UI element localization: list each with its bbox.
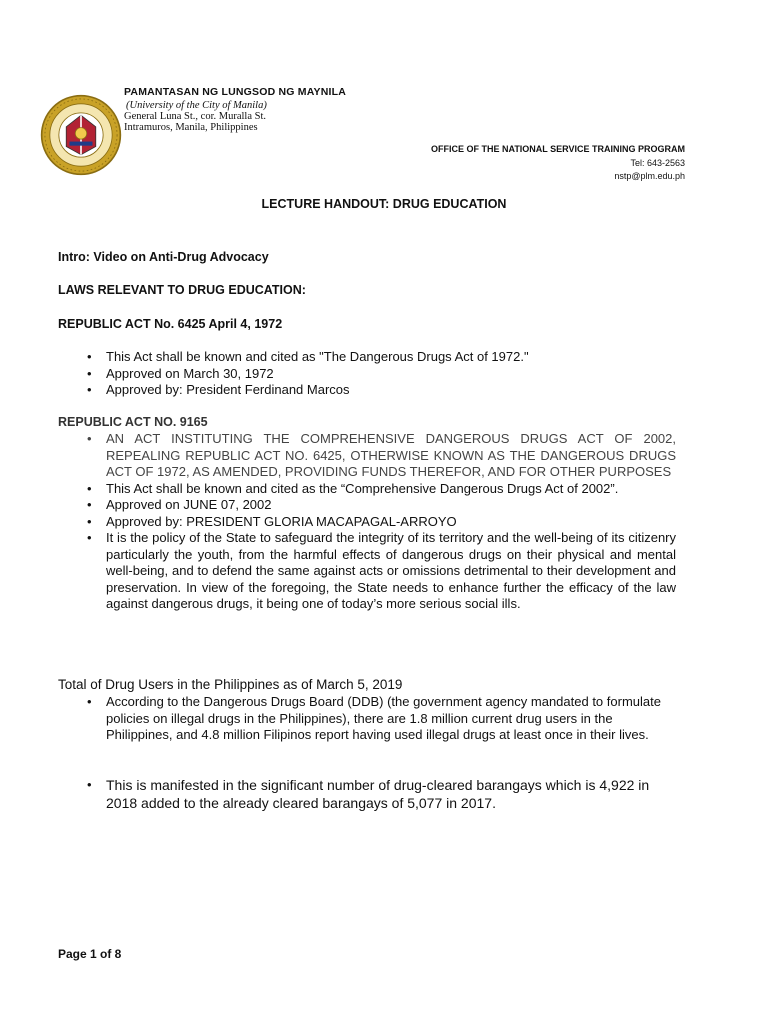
university-name: PAMANTASAN NG LUNGSOD NG MAYNILA	[124, 86, 347, 98]
list-item: • According to the Dangerous Drugs Board (DDB) (the government agency mandated to formulate policies on illegal drugs in the Philippines), there are 1.8 million current drug users in the Philippines, and 4.8 million Filipinos report having used illegal drugs at least once in their lives.	[86, 694, 666, 744]
contact-info	[614, 157, 685, 183]
university-address	[124, 100, 267, 133]
laws-heading: LAWS RELEVANT TO DRUG EDUCATION:	[58, 283, 306, 297]
address-line-1: General Luna St., cor. Muralla St.	[124, 111, 267, 122]
list-item: • Approved by: President Ferdinand Marcos	[86, 382, 676, 399]
handout-title: LECTURE HANDOUT: DRUG EDUCATION	[261, 197, 507, 211]
ra6425-heading: REPUBLIC ACT No. 6425 April 4, 1972	[58, 317, 283, 331]
barangays-list	[86, 776, 676, 812]
email: nstp@plm.edu.ph	[614, 171, 685, 181]
list-item: • This Act shall be known and cited as "The Dangerous Drugs Act of 1972."	[86, 349, 676, 366]
page-number: Page 1 of 8	[58, 947, 122, 961]
ra9165-heading: REPUBLIC ACT NO. 9165	[58, 415, 208, 429]
drug-users-heading: Total of Drug Users in the Philippines as of March 5, 2019	[58, 677, 403, 692]
address-line-2: Intramuros, Manila, Philippines	[124, 122, 258, 133]
intro-heading: Intro: Video on Anti-Drug Advocacy	[58, 250, 269, 264]
list-item: • This is manifested in the significant number of drug-cleared barangays which is 4,922 in 2018 added to the already cleared barangays of 5,077 in 2017.	[86, 776, 676, 812]
university-seal-icon	[40, 94, 122, 176]
list-item: • Approved on JUNE 07, 2002	[86, 497, 676, 514]
list-item: • It is the policy of the State to safeguard the integrity of its territory and the well-being of its citizenry particularly the youth, from the harmful effects of dangerous drugs on their physical and mental well-being, and to defend the same against acts or omissions detrimental to their development and preservation. In view of the foregoing, the State needs to enhance further the efficacy of the law against dangerous drugs, it being one of today’s more serious social ills.	[86, 530, 676, 613]
telephone: Tel: 643-2563	[630, 158, 685, 168]
ra6425-list	[86, 349, 676, 399]
university-english-name: (University of the City of Manila)	[126, 100, 267, 111]
list-item: • Approved by: PRESIDENT GLORIA MACAPAGAL-ARROYO	[86, 514, 676, 531]
list-item: • This Act shall be known and cited as the “Comprehensive Dangerous Drugs Act of 2002”.	[86, 481, 676, 498]
list-item: • Approved on March 30, 1972	[86, 366, 676, 383]
ra9165-list	[86, 431, 676, 613]
office-name: OFFICE OF THE NATIONAL SERVICE TRAINING PROGRAM	[430, 144, 685, 154]
list-item: • AN ACT INSTITUTING THE COMPREHENSIVE DANGEROUS DRUGS ACT OF 2002, REPEALING REPUBLIC ACT NO. 6425, OTHERWISE KNOWN AS THE DANGEROUS DRUGS ACT OF 1972, AS AMENDED, PROVIDING FUNDS THEREFOR, AND FOR OTHER PURPOSES	[86, 431, 676, 481]
drug-users-list	[86, 694, 666, 744]
